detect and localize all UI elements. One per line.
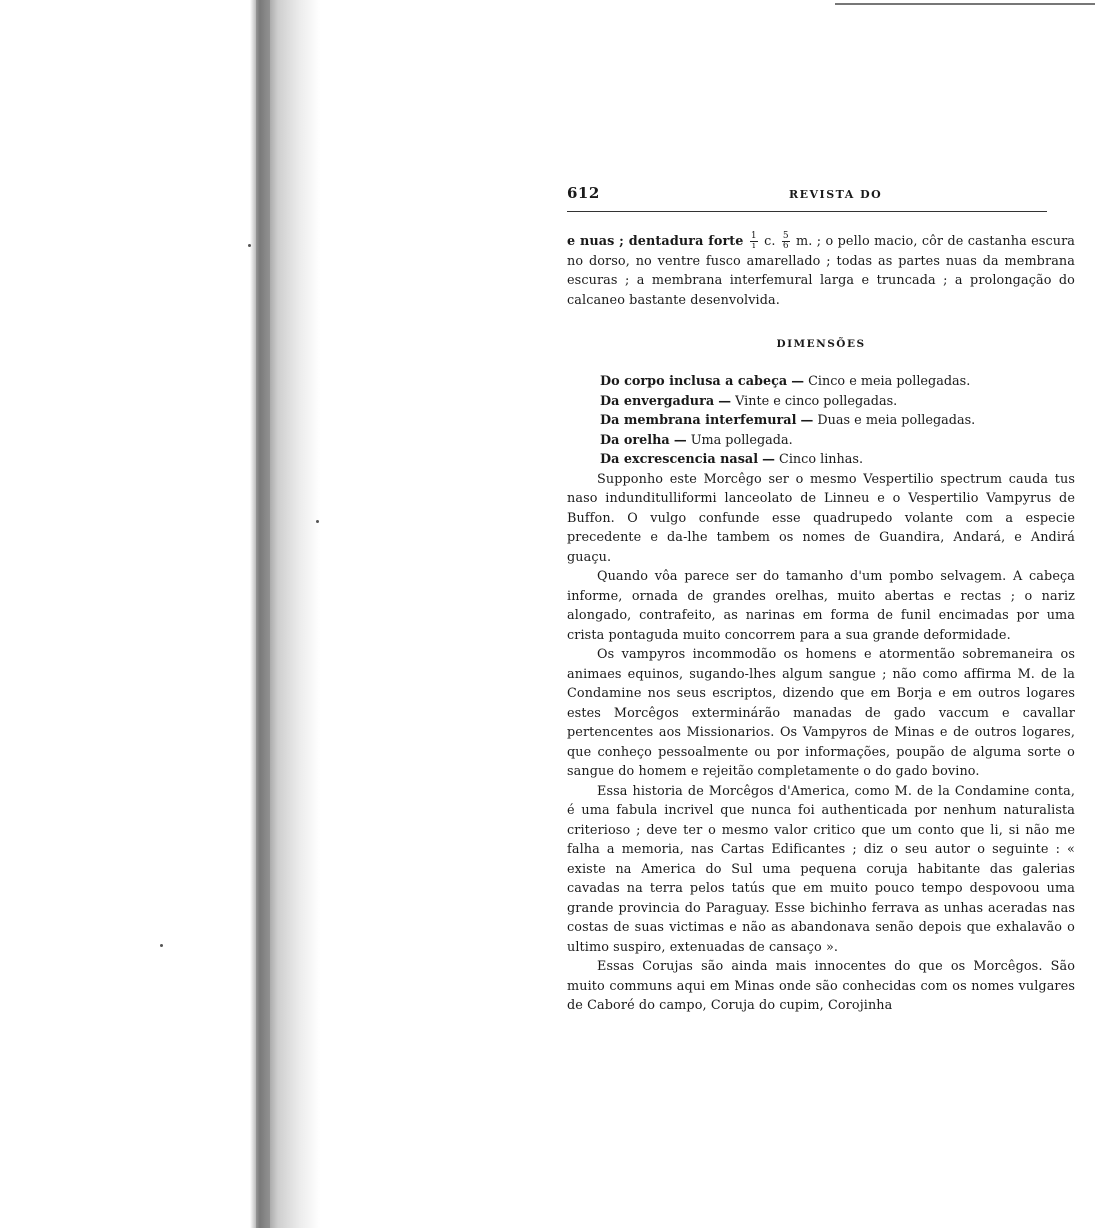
dimension-item	[567, 450, 1075, 470]
intro-paragraph	[567, 232, 1075, 310]
section-heading: DIMENSÕES	[776, 338, 866, 350]
running-head: REVISTA DO	[789, 188, 883, 201]
intro-text-end: m. ; o pello macio, côr de castanha escura no dorso, no ventre fusco amarellado ; todas as partes nuas da membrana escuras ; a membrana interfemural larga e truncada ; a prolongação do calcaneo bastante desenvolvida.	[567, 234, 1076, 308]
dimension-label: Da orelha	[600, 432, 670, 448]
dimension-label: Do corpo inclusa a cabeça	[600, 374, 788, 389]
intro-text-start: e nuas ; dentadura forte	[567, 234, 744, 249]
page-header	[567, 180, 1075, 206]
dimension-value: Uma pollegada.	[690, 432, 793, 448]
dimension-value: Duas e meia pollegadas.	[817, 413, 976, 428]
dimension-dash: —	[800, 413, 814, 428]
scan-speck	[316, 520, 319, 523]
dimension-label: Da envergadura	[600, 393, 715, 409]
body-paragraph: Essas Corujas são ainda mais innocentes do que os Morcêgos. São muito communs aqui em Minas onde são conhecidas com os nomes vulgares de Caboré do campo, Coruja do cupim, Corojinha	[567, 959, 1075, 1013]
header-rule	[567, 211, 1047, 212]
dimension-item	[567, 411, 1075, 431]
dimension-value: Cinco e meia pollegadas.	[808, 374, 971, 389]
body-paragraph: Os vampyros incommodão os homens e atormentão sobremaneira os animaes equinos, sugando-lhes algum sangue ; não como affirma M. de la Condamine nos seus escriptos, dizendo que em Borja e em outros logares estes Morcêgos exterminárão manadas de gado vaccum e cavallar pertencentes aos Missionarios. Os Vampyros de Minas e de outros logares, que conheço pessoalmente ou por informações, poupão de alguma sorte o sangue do homem e rejeitão completamente o do gado bovino.	[567, 647, 1075, 779]
dimension-dash: —	[673, 432, 687, 448]
scan-edge-line	[835, 3, 1095, 5]
dimension-item	[567, 431, 1075, 451]
dimension-dash: —	[718, 393, 732, 409]
fraction-1-denominator: i	[752, 241, 756, 251]
fraction-2-numerator: 5	[782, 231, 789, 241]
scan-speck	[248, 244, 251, 247]
body-paragraph: Supponho este Morcêgo ser o mesmo Vespertilio spectrum cauda tus naso indunditulliformi lanceolato de Linneu e o Vespertilio Vampyrus de Buffon. O vulgo confunde esse quadrupedo volante com a especie precedente e da-lhe tambem os nomes de Guandira, Andará, e Andirá guaçu.	[567, 471, 1075, 565]
dimension-label: Da membrana interfemural	[600, 413, 797, 428]
dimension-item	[567, 372, 1075, 392]
scan-speck	[160, 944, 163, 947]
dimensions-list	[567, 372, 1075, 470]
page-number: 612	[567, 184, 600, 202]
fraction-2-denominator: 6	[782, 241, 789, 251]
binding-shadow-dark	[256, 0, 270, 1228]
dimension-dash: —	[791, 374, 805, 389]
intro-text-mid: c.	[764, 234, 776, 249]
page-content	[567, 180, 1075, 1016]
dimension-label: Da excrescencia nasal	[600, 452, 759, 467]
fraction-1-numerator: 1	[750, 231, 757, 241]
dimension-item	[567, 392, 1075, 412]
body-paragraph: Essa historia de Morcêgos d'America, como M. de la Condamine conta, é uma fabula incrivel que nunca foi authenticada por nenhum naturalista criterioso ; deve ter o mesmo valor critico que um conto que li, si não me falha a memoria, nas Cartas Edificantes ; diz o seu autor o seguinte : « existe na America do Sul uma pequena coruja habitante das galerias cavadas na terra pelos tatús que em muito pouco tempo despovoou uma grande provincia do Paraguay. Esse bichinho ferrava as unhas aceradas nas costas de suas victimas e não as abandonava senão depois que exhalavão o ultimo suspiro, extenuadas de cansaço ».	[567, 783, 1075, 955]
fraction-2	[782, 232, 790, 251]
dimension-value: Vinte e cinco pollegadas.	[735, 393, 898, 409]
dimension-dash: —	[762, 452, 775, 467]
dimension-value: Cinco linhas.	[779, 452, 864, 467]
body-paragraph: Quando vôa parece ser do tamanho d'um pombo selvagem. A cabeça informe, ornada de grandes orelhas, muito abertas e rectas ; o nariz alongado, contrafeito, as narinas em forma de funil encimadas por uma crista pontaguda muito concorrem para a sua grande deformidade.	[567, 569, 1075, 643]
fraction-1	[750, 232, 758, 251]
